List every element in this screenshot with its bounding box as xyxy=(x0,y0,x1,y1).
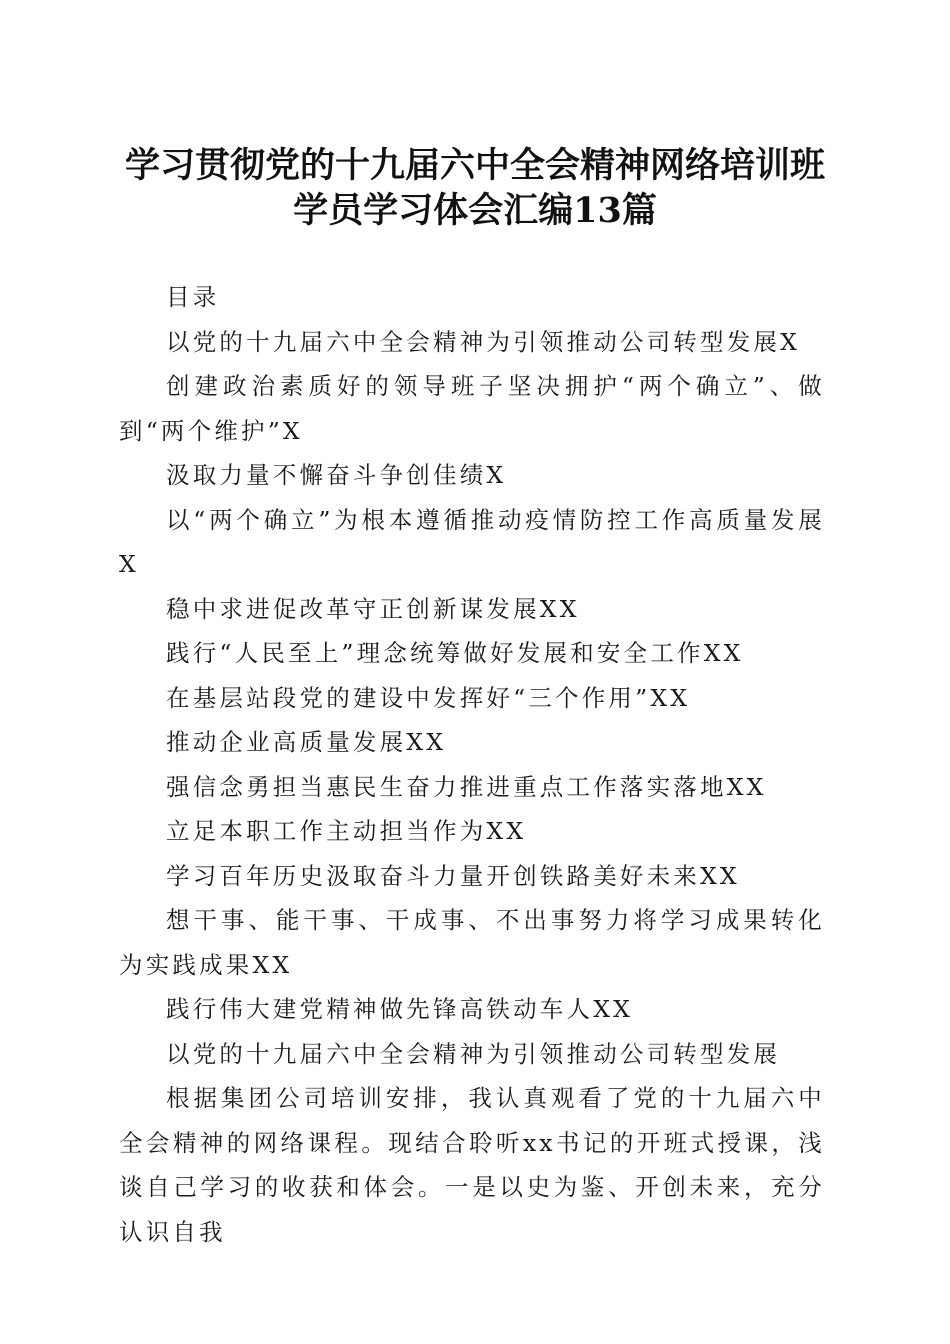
toc-item: 践行伟大建党精神做先锋高铁动车人XX xyxy=(166,995,634,1023)
section-title: 以党的十九届六中全会精神为引领推动公司转型发展 xyxy=(166,1039,781,1068)
document-body xyxy=(119,275,825,1254)
toc-item: 稳中求进促改革守正创新谋发展XX xyxy=(166,594,580,623)
document-title-line-1: 学习贯彻党的十九届六中全会精神网络培训班 xyxy=(124,145,825,186)
toc-item: 创建政治素质好的领导班子坚决拥护“两个确立”、做到“两个维护”X xyxy=(119,372,825,445)
toc-item: 想干事、能干事、干成事、不出事努力将学习成果转化为实践成果XX xyxy=(119,906,825,979)
toc-heading: 目录 xyxy=(166,283,220,311)
document-title-line-2: 学员学习体会汇编13篇 xyxy=(293,190,657,231)
toc-item: 立足本职工作主动担当作为XX xyxy=(166,817,527,845)
toc-item: 强信念勇担当惠民生奋力推进重点工作落实落地XX xyxy=(166,772,767,801)
toc-item: 汲取力量不懈奋斗争创佳绩X xyxy=(166,461,507,489)
toc-item: 以“两个确立”为根本遵循推动疫情防控工作高质量发展X xyxy=(119,505,825,578)
body-paragraph: 根据集团公司培训安排，我认真观看了党的十九届六中全会精神的网络课程。现结合聆听xx书记的开班式授课，浅谈自己学习的收获和体会。一是以史为鉴、开创未来，充分认识自我 xyxy=(119,1084,825,1246)
toc-item: 推动企业高质量发展XX xyxy=(166,728,447,756)
toc-item: 践行“人民至上”理念统筹做好发展和安全工作XX xyxy=(166,639,744,667)
toc-item: 在基层站段党的建设中发挥好“三个作用”XX xyxy=(166,683,691,712)
toc-item: 学习百年历史汲取奋斗力量开创铁路美好未来XX xyxy=(166,861,740,890)
toc-item: 以党的十九届六中全会精神为引领推动公司转型发展X xyxy=(166,327,801,356)
